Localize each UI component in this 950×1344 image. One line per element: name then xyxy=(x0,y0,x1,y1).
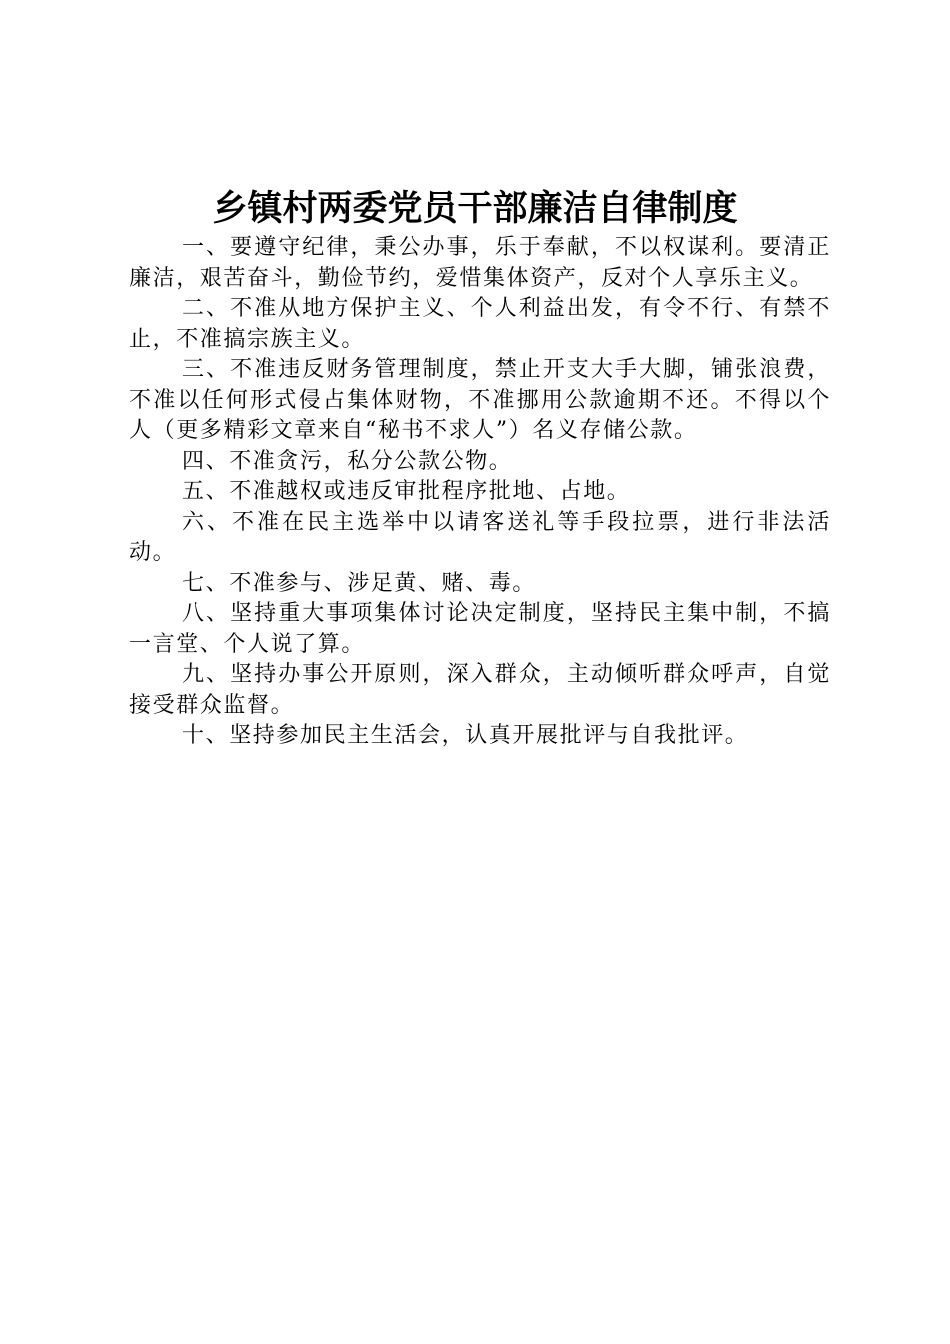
paragraph-9: 九、坚持办事公开原则，深入群众，主动倾听群众呼声，自觉接受群众监督。 xyxy=(129,662,831,718)
paragraph-5: 五、不准越权或违反审批程序批地、占地。 xyxy=(182,479,631,504)
paragraph-7: 七、不准参与、涉足黄、赌、毒。 xyxy=(182,570,537,596)
paragraph-1: 一、要遵守纪律，秉公办事，乐于奉献，不以权谋利。要清正廉洁，艰苦奋斗，勤俭节约，爱惜集体资产，反对个人享乐主义。 xyxy=(129,235,831,291)
paragraph-10: 十、坚持参加民主生活会，认真开展批评与自我批评。 xyxy=(182,723,749,748)
document-body xyxy=(129,233,831,752)
document-title: 乡镇村两委党员干部廉洁自律制度 xyxy=(212,189,738,229)
paragraph-6: 六、不准在民主选举中以请客送礼等手段拉票，进行非法活动。 xyxy=(129,509,831,565)
paragraph-4: 四、不准贪污，私分公款公物。 xyxy=(182,448,513,474)
paragraph-3: 三、不准违反财务管理制度，禁止开支大手大脚，铺张浪费，不准以任何形式侵占集体财物，不准挪用公款逾期不还。不得以个人（更多精彩文章来自“秘书不求人”）名义存储公款。 xyxy=(129,357,831,443)
paragraph-8: 八、坚持重大事项集体讨论决定制度，坚持民主集中制，不搞一言堂、个人说了算。 xyxy=(129,601,831,657)
paragraph-2: 二、不准从地方保护主义、个人利益出发，有令不行、有禁不止，不准搞宗族主义。 xyxy=(129,296,831,352)
